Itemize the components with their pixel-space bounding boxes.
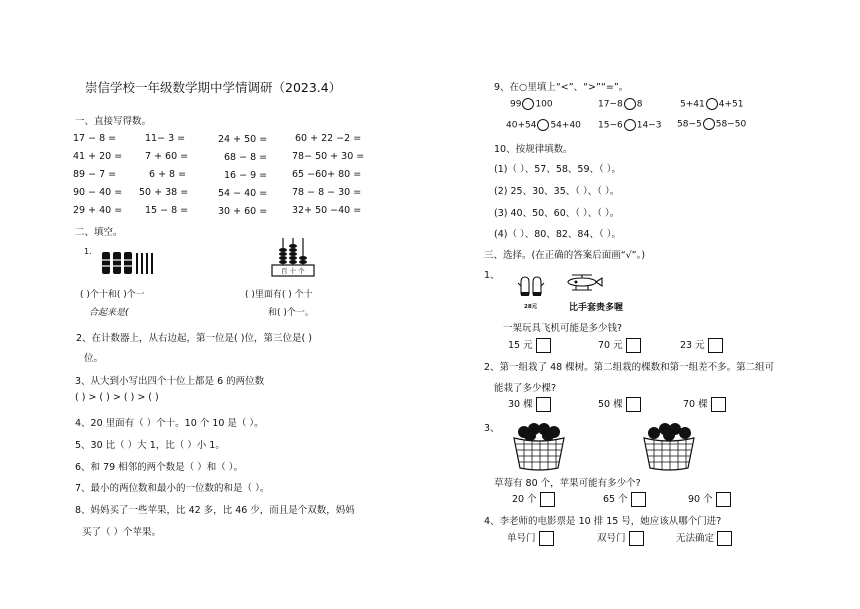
compare-item — [598, 119, 661, 131]
calc-item[interactable]: 89 − 7 = — [73, 169, 117, 180]
option-label: 65 个 — [603, 494, 628, 505]
stick-bundles-illustration — [100, 250, 160, 276]
section-2-heading: 二、填空。 — [75, 227, 123, 238]
choice-2-text: 2、第一组栽了 48 棵树。第二组栽的棵数和第一组差不多。第二组可 — [484, 362, 775, 373]
abacus-label: 百 十 个 — [281, 267, 305, 275]
option-70-trees[interactable] — [683, 396, 726, 412]
option-30-trees[interactable] — [508, 396, 551, 412]
option-70-yuan[interactable] — [598, 337, 641, 353]
calc-item[interactable]: 24 + 50 = — [218, 134, 268, 145]
choice-1-question: 一架玩具飞机可能是多少钱? — [503, 323, 623, 334]
page-title: 崇信学校一年级数学期中学情调研（2023.4） — [85, 80, 342, 95]
calc-item[interactable]: 7 + 60 = — [145, 151, 189, 162]
calc-item[interactable]: 60 + 22 −2 = — [295, 133, 362, 144]
question-8-continued: 买了（ ）个苹果。 — [82, 527, 162, 538]
compare-item — [598, 98, 642, 110]
question-4-text: 4、20 里面有（ ）个十。10 个 10 是（ ）。 — [75, 418, 264, 429]
question-9-text: 9、在○里填上“<”、“>”“=”。 — [494, 82, 629, 93]
choice-3-question: 草莓有 80 个，苹果可能有多少个? — [494, 478, 641, 489]
question-1b-text: ( )里面有( ) 个十 — [245, 290, 313, 300]
compare-left: 5+41 — [680, 99, 705, 110]
pattern-line[interactable]: (3) 40、50、60、（ ）、（ ）。 — [494, 208, 620, 219]
choice-1-number: 1、 — [484, 270, 500, 281]
compare-circle[interactable] — [703, 118, 715, 130]
toy-plane-illustration — [562, 272, 604, 296]
option-label: 20 个 — [512, 494, 537, 505]
calc-item[interactable]: 54 − 40 = — [218, 188, 268, 199]
compare-left: 15−6 — [598, 120, 623, 131]
question-1b-continued: 和( )个一。 — [268, 308, 314, 318]
question-7-text: 7、最小的两位数和最小的一位数的和是（ ）。 — [75, 483, 270, 494]
compare-right: 58−50 — [715, 119, 747, 130]
answer-box[interactable] — [626, 397, 641, 412]
question-5-text: 5、30 比（ ）大 1，比（ ）小 1。 — [75, 440, 225, 451]
choice-2-continued: 能栽了多少棵? — [494, 383, 557, 394]
question-1a-continued: 合起来是( — [89, 308, 129, 318]
option-label: 70 元 — [598, 340, 623, 351]
answer-box[interactable] — [626, 338, 641, 353]
calc-item[interactable]: 50 + 38 = — [139, 187, 189, 198]
choice-3-number: 3、 — [484, 423, 500, 434]
compare-item — [510, 98, 553, 110]
answer-box[interactable] — [717, 531, 732, 546]
compare-left: 99 — [510, 99, 522, 110]
option-65[interactable] — [603, 491, 646, 507]
pattern-line[interactable]: (4)（ ）、80、82、84、（ ）。 — [494, 229, 622, 240]
compare-circle[interactable] — [624, 98, 636, 110]
question-3-text: 3、从大到小写出四个十位上都是 6 的两位数 — [75, 376, 265, 387]
option-50-trees[interactable] — [598, 396, 641, 412]
calc-item[interactable]: 30 + 60 = — [218, 206, 268, 217]
section-3-heading: 三、选择。(在正确的答案后面画“√”。) — [484, 250, 646, 261]
option-label: 30 棵 — [508, 399, 533, 410]
compare-item — [677, 118, 746, 130]
option-label: 单号门 — [507, 533, 536, 544]
pattern-line[interactable]: (2) 25、30、35、（ ）、（ ）。 — [494, 186, 620, 197]
option-label: 23 元 — [680, 340, 705, 351]
compare-right: 100 — [535, 99, 553, 110]
question-6-text: 6、和 79 相邻的两个数是（ ）和（ ）。 — [75, 462, 243, 473]
strawberry-basket-illustration — [510, 420, 568, 472]
calc-item[interactable]: 6 + 8 = — [149, 169, 187, 180]
calc-item[interactable]: 65 −60+ 80 = — [292, 169, 362, 180]
option-even-door[interactable] — [597, 530, 644, 546]
option-label: 无法确定 — [676, 533, 715, 544]
compare-circle[interactable] — [537, 119, 549, 131]
calc-item[interactable]: 32+ 50 −40 = — [292, 205, 362, 216]
option-uncertain[interactable] — [676, 530, 732, 546]
compare-circle[interactable] — [522, 98, 534, 110]
option-label: 双号门 — [597, 533, 626, 544]
gloves-illustration — [518, 274, 546, 300]
question-3-blanks[interactable]: ( ) > ( ) > ( ) > ( ) — [75, 392, 159, 403]
option-label: 15 元 — [508, 340, 533, 351]
option-label: 70 棵 — [683, 399, 708, 410]
calc-item[interactable]: 29 + 40 = — [73, 205, 123, 216]
option-label: 50 棵 — [598, 399, 623, 410]
question-8-text: 8、妈妈买了一些苹果，比 42 多，比 46 少，而且是个双数，妈妈 — [75, 505, 355, 516]
calc-item[interactable]: 78− 50 + 30 = — [292, 151, 365, 162]
answer-box[interactable] — [631, 492, 646, 507]
option-15-yuan[interactable] — [508, 337, 551, 353]
answer-box[interactable] — [540, 492, 555, 507]
compare-left: 58−5 — [677, 119, 702, 130]
option-90[interactable] — [688, 491, 731, 507]
compare-item — [506, 119, 581, 131]
answer-box[interactable] — [711, 397, 726, 412]
question-1a-text: ( )个十和( )个一 — [80, 290, 145, 300]
compare-left: 17−8 — [598, 99, 623, 110]
compare-right: 14−3 — [636, 120, 662, 131]
pattern-line[interactable]: (1)（ ）、57、58、59、（ ）。 — [494, 164, 622, 175]
answer-box[interactable] — [536, 397, 551, 412]
answer-box[interactable] — [536, 338, 551, 353]
calc-item[interactable]: 16 − 9 = — [224, 170, 268, 181]
section-1-heading: 一、直接写得数。 — [75, 116, 152, 127]
answer-box[interactable] — [716, 492, 731, 507]
compare-right: 54+40 — [550, 120, 581, 131]
question-2-text: 2、在计数器上，从右边起，第一位是( )位，第三位是( ) — [76, 333, 312, 344]
choice-4-text: 4、李老师的电影票是 10 排 15 号，她应该从哪个门进? — [484, 516, 722, 527]
compare-circle[interactable] — [706, 98, 718, 110]
calc-item[interactable]: 11− 3 = — [145, 133, 186, 144]
compare-circle[interactable] — [624, 119, 636, 131]
compare-right: 4+51 — [718, 99, 744, 110]
compare-item — [680, 98, 743, 110]
question-1-number: 1. — [84, 247, 92, 256]
compare-right: 8 — [636, 99, 643, 110]
question-2-continued: 位。 — [84, 353, 104, 364]
calc-item[interactable]: 41 + 20 = — [73, 151, 123, 162]
apple-basket-illustration — [640, 420, 698, 472]
question-10-text: 10、按规律填数。 — [494, 144, 573, 155]
option-odd-door[interactable] — [507, 530, 554, 546]
answer-box[interactable] — [539, 531, 554, 546]
option-23-yuan[interactable] — [680, 337, 723, 353]
option-20[interactable] — [512, 491, 555, 507]
compare-left: 40+54 — [506, 120, 537, 131]
calc-item[interactable]: 15 − 8 = — [145, 205, 189, 216]
calc-item[interactable]: 90 − 40 = — [73, 187, 123, 198]
calc-item[interactable]: 68 − 8 = — [224, 152, 268, 163]
calc-item[interactable]: 78 − 8 − 30 = — [292, 187, 362, 198]
answer-box[interactable] — [708, 338, 723, 353]
answer-box[interactable] — [629, 531, 644, 546]
gloves-price: 28元 — [524, 304, 538, 310]
option-label: 90 个 — [688, 494, 713, 505]
calc-item[interactable]: 17 − 8 = — [73, 133, 117, 144]
speech-bubble-text: 比手套贵多喔 — [569, 303, 624, 313]
